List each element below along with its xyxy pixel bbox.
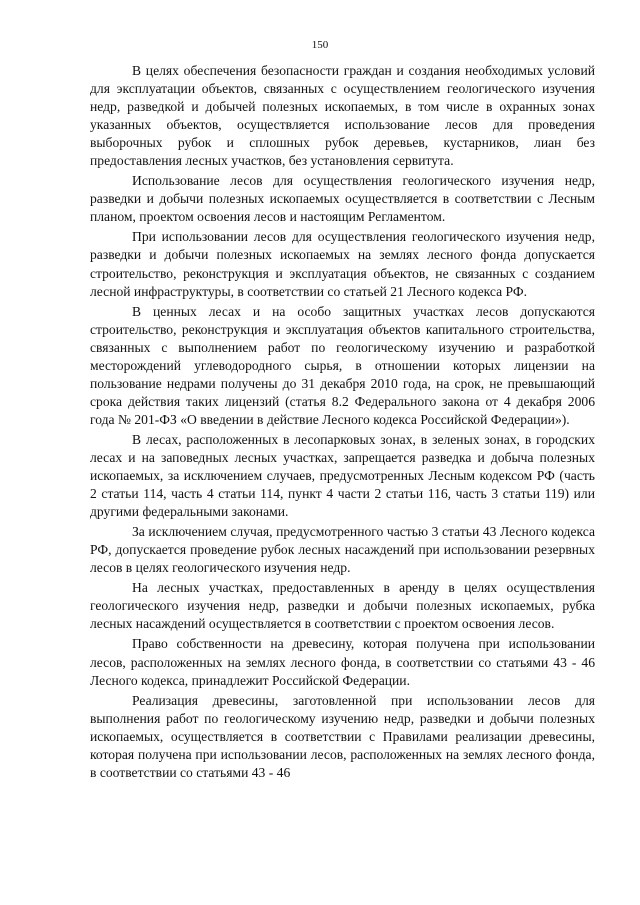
paragraph-9: Реализация древесины, заготовленной при использовании лесов для выполнения работ по геологическому изучению недр, разведки и добычи полезных ископаемых, осуществляется в соответствии с Правилами реализации древесины, которая получена при использовании лесов, расположенных на землях лесного фонда, в соответствии со статьями 43 - 46 [90,692,595,780]
paragraph-1: В целях обеспечения безопасности граждан и создания необходимых условий для эксплуатации объектов, связанных с осуществлением геологического изучения недр, разведкой и добычей полезных ископаемых, в том числе в охранных зонах указанных объектов, осуществляется использование лесов для проведения выборочных рубок и сплошных рубок деревьев, кустарников, лиан без предоставления лесных участков, без установления сервитута. [90,63,595,169]
paragraph-5: В лесах, расположенных в лесопарковых зонах, в зеленых зонах, в городских лесах и на заповедных лесных участках, запрещается разведка и добыча полезных ископаемых, за исключением случаев, предусмотренных Лесным кодексом РФ (часть 2 статьи 114, часть 4 статьи 114, пункт 4 части 2 статьи 116, часть 3 статьи 119) или другими федеральными законами. [90,431,595,520]
document-body [90,62,595,784]
paragraph-7: На лесных участках, предоставленных в аренду в целях осуществления геологического изучения недр, разведки и добычи полезных ископаемых, рубка лесных насаждений осуществляется в соответствии с проектом освоения лесов. [90,580,595,632]
paragraph-8: Право собственности на древесину, которая получена при использовании лесов, расположенных на землях лесного фонда, в соответствии со статьями 43 - 46 Лесного кодекса, принадлежит Российской Федерации. [90,636,595,688]
paragraph-4: В ценных лесах и на особо защитных участках лесов допускаются строительство, реконструкция и эксплуатация объектов капитального строительства, связанных с выполнением работ по геологическому изучению и разработкой месторождений углеводородного сырья, в отношении которых лицензии на пользование недрами получены до 31 декабря 2010 года, на срок, не превышающий срока действия таких лицензий (статья 8.2 Федерального закона от 4 декабря 2006 года № 201-ФЗ «О введении в действие Лесного кодекса Российской Федерации»). [90,303,595,427]
paragraph-2: Использование лесов для осуществления геологического изучения недр, разведки и добычи полезных ископаемых осуществляется в соответствии с Лесным планом, проектом освоения лесов и настоящим Регламентом. [90,173,595,225]
paragraph-3: При использовании лесов для осуществления геологического изучения недр, разведки и добычи полезных ископаемых на землях лесного фонда допускается строительство, реконструкция и эксплуатация объектов, не связанных с созданием лесной инфраструктуры, в соответствии со статьей 21 Лесного кодекса РФ. [90,229,595,299]
paragraph-6: За исключением случая, предусмотренного частью 3 статьи 43 Лесного кодекса РФ, допускается проведение рубок лесных насаждений при использовании резервных лесов в целях геологического изучения недр. [90,524,595,576]
page-number: 150 [311,39,329,51]
